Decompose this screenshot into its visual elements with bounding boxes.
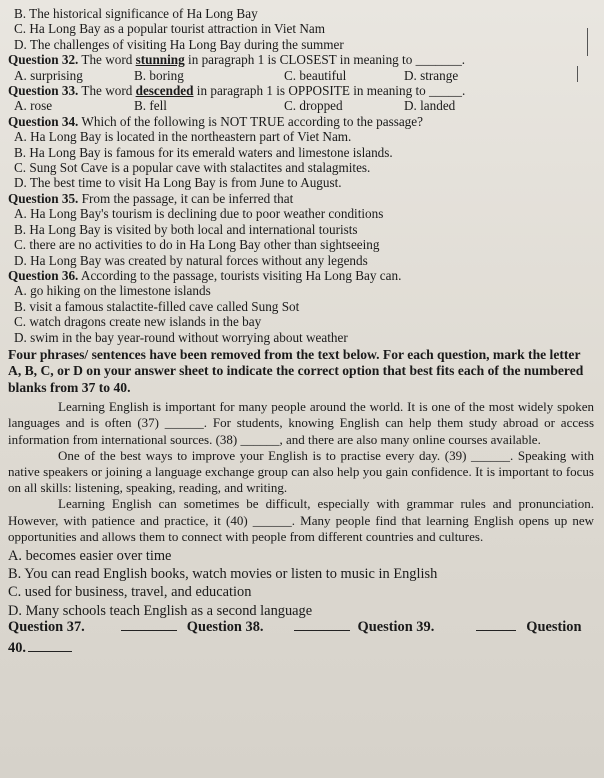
option-line: D. The challenges of visiting Ha Long Bay during the summer	[14, 36, 344, 52]
question-33	[8, 83, 594, 98]
question-label: Question 35.	[8, 190, 79, 206]
passage-paragraph-3: Learning English can sometimes be difficult, especially with grammar rules and pronunciation. However, with patience and practice, it (40) ______. Many people find that learning English opens up new opportunities and allows them to connect with people from different countries and cultures.	[8, 496, 594, 544]
answer-blank: _____.	[429, 83, 466, 99]
options-row	[8, 98, 594, 113]
answer-label-38: Question 38.	[186, 618, 264, 635]
option-line: C. Ha Long Bay as a popular tourist attraction in Viet Nam	[14, 21, 325, 37]
highlighted-word: stunning	[135, 52, 185, 68]
passage-paragraph-2: One of the best ways to improve your English is to practise every day. (39) ______. Speaking with native speakers or joining a language exchange group can also help you gain confidence. It is important to focus on all skills: listening, speaking, reading, and writing.	[8, 447, 594, 496]
options-row	[8, 68, 594, 83]
answer-row	[8, 620, 594, 635]
choice-b: B. You can read English books, watch movies or listen to music in English	[8, 566, 438, 583]
question-text-post: in paragraph 1 is CLOSEST in meaning to	[184, 52, 413, 68]
option-c: C. watch dragons create new islands in the bay	[14, 314, 262, 330]
option-a: A. Ha Long Bay is located in the northeastern part of Viet Nam.	[14, 129, 352, 145]
answer-blank-39[interactable]	[476, 629, 516, 631]
question-text-pre: The word	[81, 52, 136, 68]
question-text: Which of the following is NOT TRUE according to the passage?	[81, 113, 423, 129]
question-34	[8, 114, 594, 129]
answer-blank-40[interactable]	[28, 650, 72, 652]
option-d: D. landed	[404, 98, 456, 114]
option-a: A. rose	[14, 98, 53, 114]
option-c: C. beautiful	[284, 67, 347, 83]
question-text: From the passage, it can be inferred that	[81, 190, 294, 206]
question-label: Question 32.	[8, 52, 79, 68]
exam-content	[8, 6, 594, 657]
option-d: D. swim in the bay year-round without worrying about weather	[14, 329, 348, 345]
highlighted-word: descended	[135, 83, 194, 99]
option-line: B. The historical significance of Ha Long Bay	[14, 6, 258, 21]
section-instruction: Four phrases/ sentences have been removed from the text below. For each question, mark the letter A, B, C, or D on your answer sheet to indicate the correct option that best fits each of the numbered blanks from 37 to 40.	[8, 346, 584, 395]
choice-d: D. Many schools teach English as a second language	[8, 602, 313, 619]
option-a: A. surprising	[14, 67, 83, 83]
option-a: A. Ha Long Bay's tourism is declining due to poor weather conditions	[14, 206, 384, 222]
passage-paragraph-1: Learning English is important for many people around the world. It is one of the most widely spoken languages and is often (37) ______. For students, knowing English can help them study abroad or access information from international sources. (38) ______, and there are also many online courses available.	[8, 399, 594, 447]
answer-label-37: Question 37.	[8, 618, 85, 635]
option-d: D. Ha Long Bay was created by natural forces without any legends	[14, 252, 368, 268]
question-text: According to the passage, tourists visiting Ha Long Bay can.	[80, 267, 402, 283]
option-b: B. fell	[134, 98, 167, 114]
answer-label-39: Question 39.	[357, 618, 435, 635]
option-b: B. Ha Long Bay is visited by both local and international tourists	[14, 221, 358, 237]
option-b: B. boring	[134, 67, 184, 83]
option-c: C. Sung Sot Cave is a popular cave with stalactites and stalagmites.	[14, 160, 371, 176]
option-a: A. go hiking on the limestone islands	[14, 283, 211, 299]
question-36	[8, 268, 594, 283]
choice-c: C. used for business, travel, and education	[8, 584, 252, 601]
option-d: D. strange	[404, 67, 459, 83]
question-text-pre: The word	[81, 83, 136, 99]
question-label: Question 36.	[8, 267, 79, 283]
answer-blank-37[interactable]	[121, 629, 177, 631]
answer-row-40	[8, 641, 594, 656]
answer-label-40: Question	[526, 618, 582, 635]
choice-a: A. becomes easier over time	[8, 547, 172, 564]
option-b: B. Ha Long Bay is famous for its emerald waters and limestone islands.	[14, 144, 393, 160]
question-35	[8, 191, 594, 206]
question-text-post: in paragraph 1 is OPPOSITE in meaning to	[193, 83, 426, 99]
option-c: C. dropped	[284, 98, 343, 114]
option-d: D. The best time to visit Ha Long Bay is from June to August.	[14, 175, 342, 191]
question-label: Question 33.	[8, 83, 79, 99]
option-b: B. visit a famous stalactite-filled cave called Sung Sot	[14, 298, 300, 314]
answer-number-40: 40.	[8, 640, 26, 657]
question-32	[8, 52, 594, 67]
option-c: C. there are no activities to do in Ha Long Bay other than sightseeing	[14, 237, 380, 253]
answer-blank-38[interactable]	[294, 629, 350, 631]
question-label: Question 34.	[8, 113, 79, 129]
answer-blank: _______.	[415, 52, 466, 68]
